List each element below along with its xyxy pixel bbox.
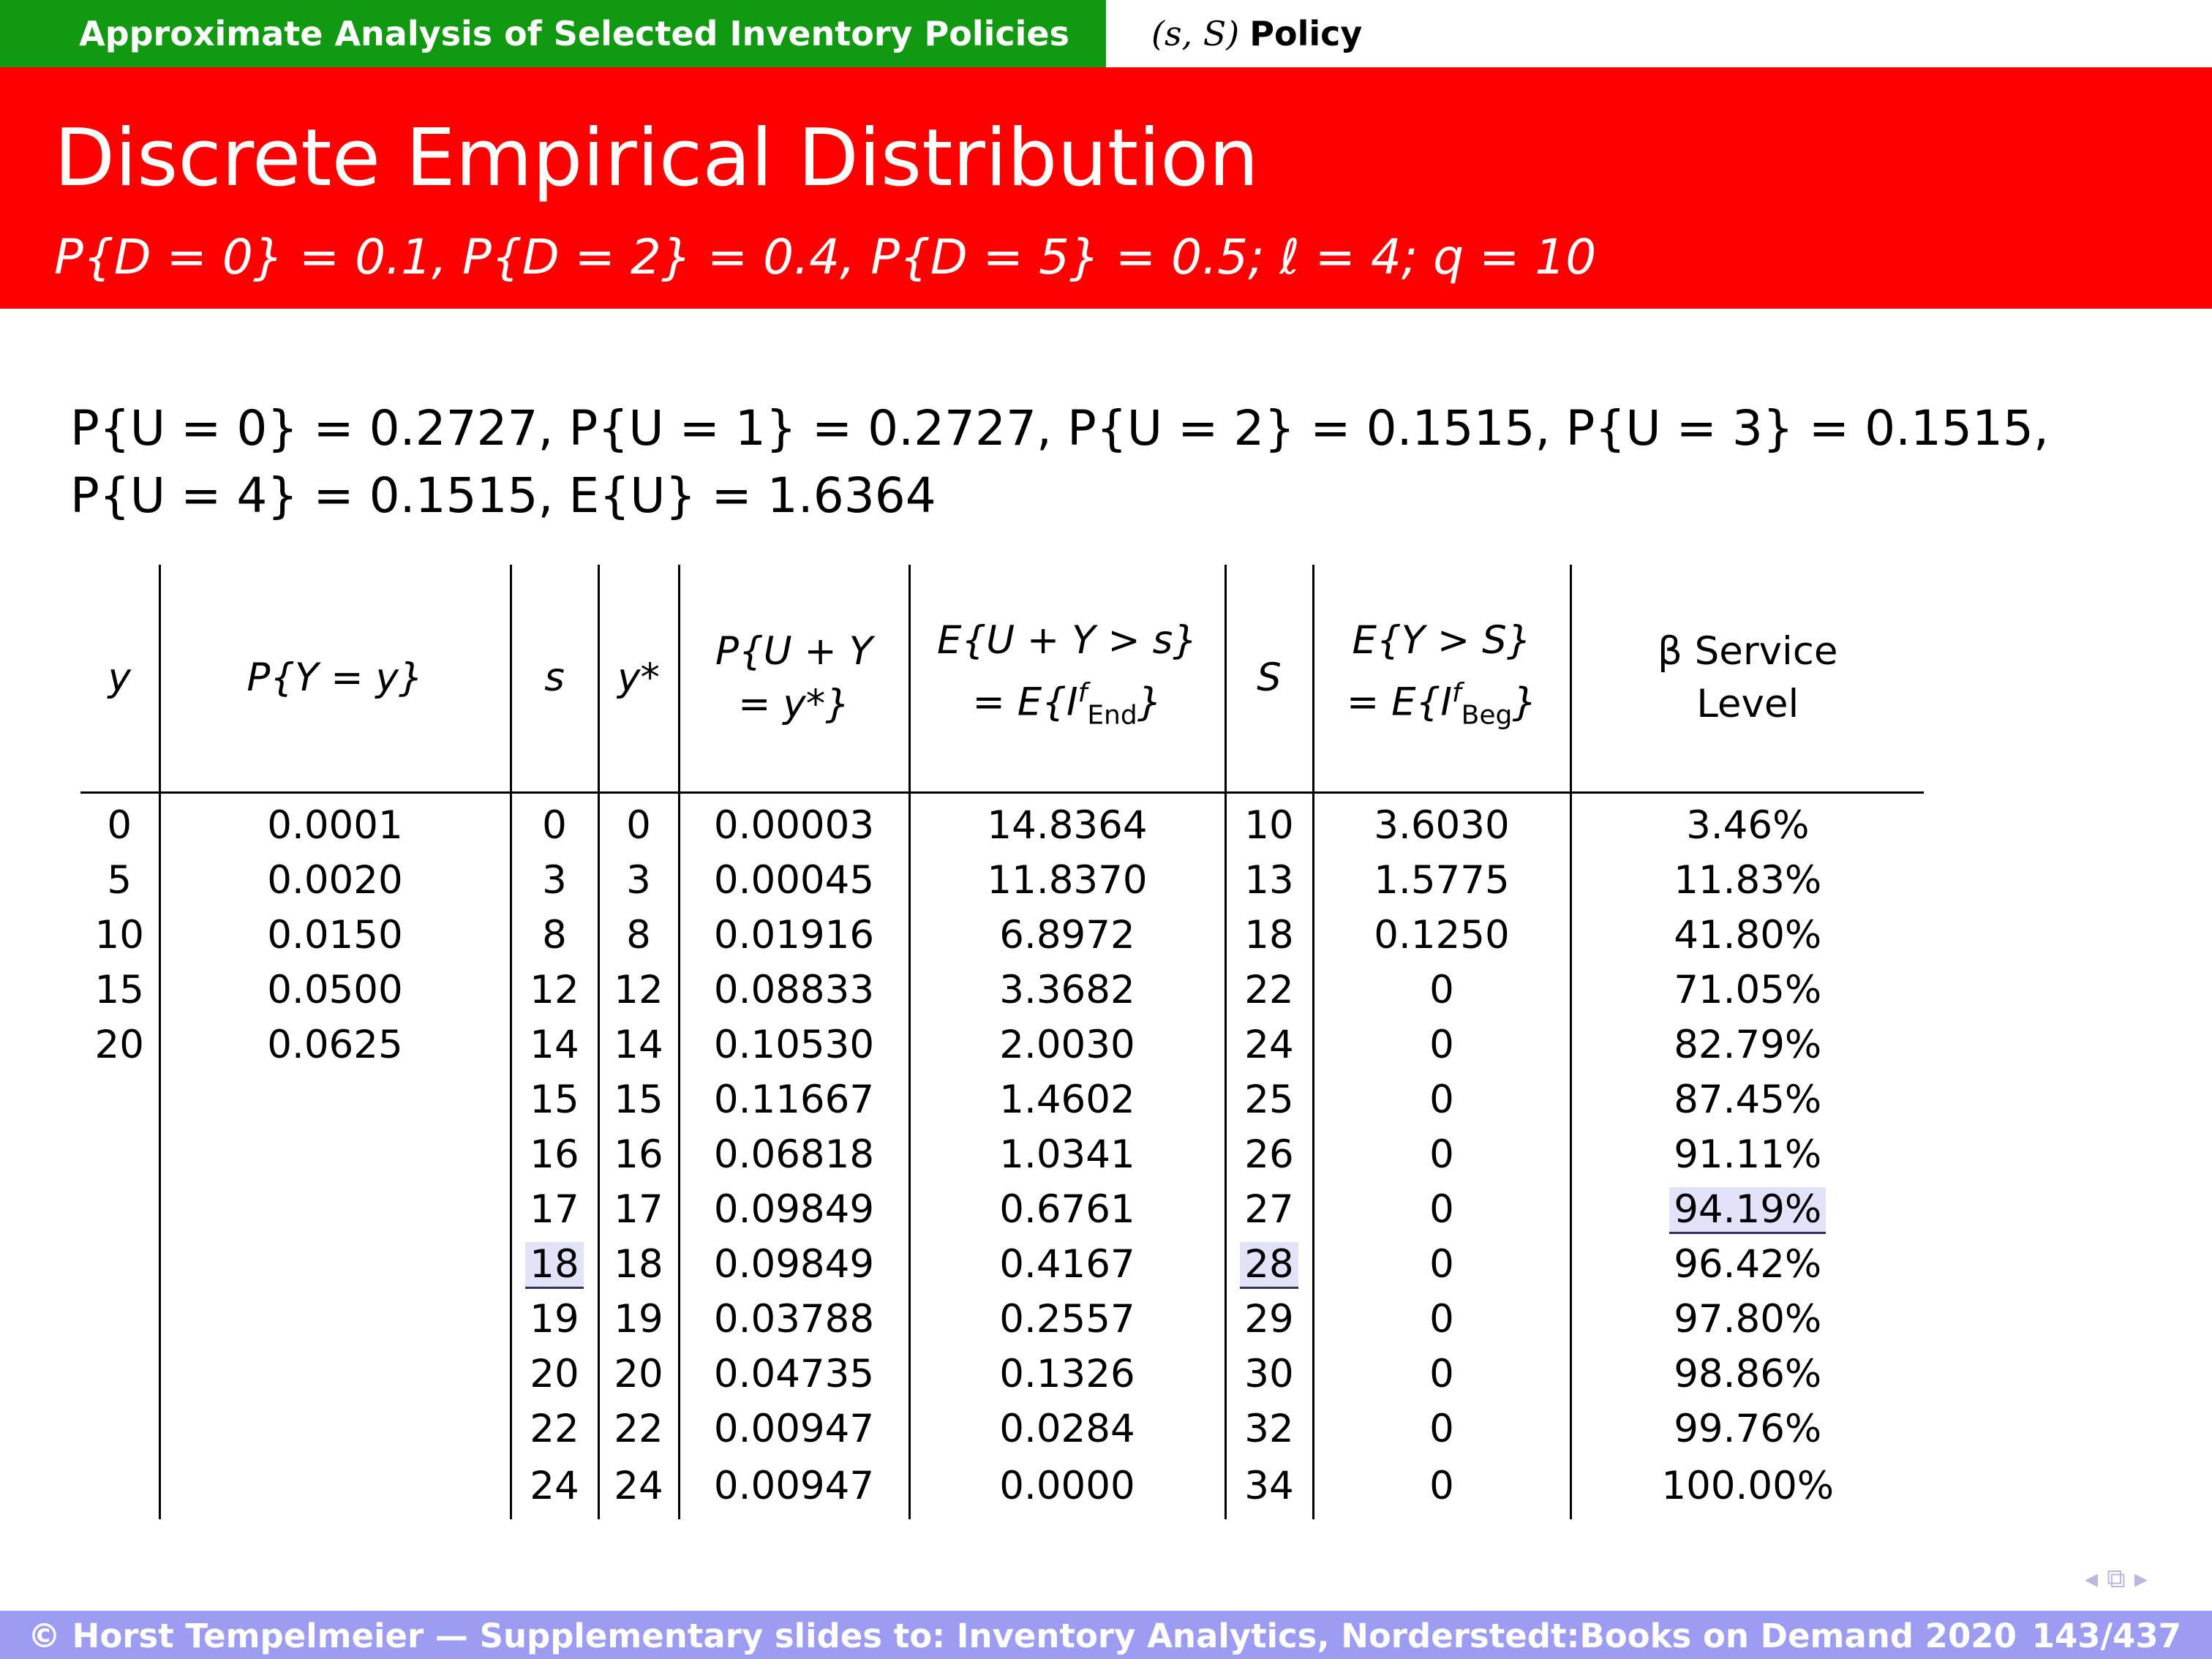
cell-py xyxy=(159,1072,511,1127)
cell-s: 17 xyxy=(511,1182,598,1237)
cell-ystar: 24 xyxy=(598,1456,679,1519)
cell-puy: 0.03788 xyxy=(679,1292,909,1347)
cell-eys: 0 xyxy=(1313,963,1570,1017)
cell-eys: 0 xyxy=(1313,1182,1570,1237)
cell-py xyxy=(159,1237,511,1292)
cell-s: 3 xyxy=(511,853,598,908)
table-row xyxy=(80,1017,1924,1072)
cell-s: 16 xyxy=(511,1127,598,1182)
cell-eys: 0 xyxy=(1313,1347,1570,1402)
table-row xyxy=(80,1237,1924,1292)
table-row xyxy=(80,1347,1924,1402)
cell-ystar: 22 xyxy=(598,1402,679,1456)
col-header-py: P{Y = y} xyxy=(159,565,511,793)
cell-S: 32 xyxy=(1225,1402,1313,1456)
cell-eys: 0 xyxy=(1313,1072,1570,1127)
cell-s: 22 xyxy=(511,1402,598,1456)
cell-beta: 98.86% xyxy=(1570,1347,1924,1402)
eys-close: } xyxy=(1512,680,1538,725)
cell-euy: 0.4167 xyxy=(909,1237,1225,1292)
cell-eys: 0 xyxy=(1313,1127,1570,1182)
col-header-y: y xyxy=(80,565,159,793)
cell-s: 0 xyxy=(511,793,598,854)
cell-y xyxy=(80,1127,159,1182)
cell-beta: 96.42% xyxy=(1570,1237,1924,1292)
cell-S: 29 xyxy=(1225,1292,1313,1347)
cell-puy: 0.06818 xyxy=(679,1127,909,1182)
cell-y: 0 xyxy=(107,803,132,848)
cell-eys: 0 xyxy=(1313,1292,1570,1347)
cell-py xyxy=(159,1292,511,1347)
cell-euy: 14.8364 xyxy=(909,793,1225,854)
cell-py: 0.0001 xyxy=(159,793,511,854)
page-number: 143/437 xyxy=(2031,1617,2181,1655)
col-header-eys-line-1: E{Y > S} xyxy=(1352,617,1532,663)
cell-puy: 0.00045 xyxy=(679,853,909,908)
cell-eys: 0 xyxy=(1313,1237,1570,1292)
col-header-beta-line-1: β Service xyxy=(1657,629,1838,674)
highlighted-s: 18 xyxy=(525,1242,583,1287)
cell-euy: 6.8972 xyxy=(909,908,1225,963)
col-header-euy-line-2 xyxy=(911,667,1224,742)
cell-ystar: 20 xyxy=(598,1347,679,1402)
cell-beta xyxy=(1570,1182,1924,1237)
cell-euy: 1.4602 xyxy=(909,1072,1225,1127)
section-label: Approximate Analysis of Selected Inventory Policies xyxy=(79,14,1069,53)
cell-py xyxy=(159,1402,511,1456)
cell-S: 24 xyxy=(1225,1017,1313,1072)
cell-euy: 0.0284 xyxy=(909,1402,1225,1456)
cell-s: 15 xyxy=(511,1072,598,1127)
cell-S: 26 xyxy=(1225,1127,1313,1182)
cell-y: 15 xyxy=(94,968,144,1012)
cell-S: 25 xyxy=(1225,1072,1313,1127)
cell-ystar: 15 xyxy=(598,1072,679,1127)
col-header-euy-line-1: E{U + Y > s} xyxy=(937,617,1197,663)
cell-beta: 3.46% xyxy=(1570,793,1924,854)
cell-S xyxy=(1225,1237,1313,1292)
cell-puy: 0.10530 xyxy=(679,1017,909,1072)
next-arrow-icon[interactable]: ▸ xyxy=(2134,1564,2156,1594)
cell-py xyxy=(159,1127,511,1182)
table-row xyxy=(80,908,1924,963)
cell-puy: 0.09849 xyxy=(679,1182,909,1237)
col-header-ystar: y* xyxy=(598,565,679,793)
cell-y xyxy=(80,1402,159,1456)
cell-y xyxy=(80,1237,159,1292)
cell-ystar: 18 xyxy=(598,1237,679,1292)
cell-s: 20 xyxy=(511,1347,598,1402)
cell-ystar: 19 xyxy=(598,1292,679,1347)
cell-beta: 71.05% xyxy=(1570,963,1924,1017)
cell-euy: 2.0030 xyxy=(909,1017,1225,1072)
policy-math: (s, S) xyxy=(1151,14,1240,53)
results-table xyxy=(80,565,1924,1519)
cell-s: 12 xyxy=(511,963,598,1017)
table-row xyxy=(80,1292,1924,1347)
euy-superscript: f xyxy=(1077,677,1088,708)
cell-eys: 0 xyxy=(1313,1017,1570,1072)
eys-subscript: Beg xyxy=(1461,700,1513,731)
table-row xyxy=(80,1456,1924,1519)
cell-py xyxy=(159,1347,511,1402)
cell-s xyxy=(511,1237,598,1292)
cell-ystar: 17 xyxy=(598,1182,679,1237)
cell-beta: 87.45% xyxy=(1570,1072,1924,1127)
cell-S: 13 xyxy=(1225,853,1313,908)
cell-eys: 1.5775 xyxy=(1313,853,1570,908)
cell-s: 14 xyxy=(511,1017,598,1072)
cell-y xyxy=(80,1072,159,1127)
cell-beta: 99.76% xyxy=(1570,1402,1924,1456)
cell-puy: 0.00947 xyxy=(679,1402,909,1456)
col-header-euy xyxy=(909,565,1225,793)
beamer-navigation xyxy=(2085,1564,2156,1595)
col-header-puy xyxy=(679,565,909,793)
highlighted-beta: 94.19% xyxy=(1669,1187,1826,1232)
cell-puy: 0.11667 xyxy=(679,1072,909,1127)
cell-y xyxy=(80,1292,159,1347)
cell-beta: 82.79% xyxy=(1570,1017,1924,1072)
euy-close: } xyxy=(1137,680,1162,725)
cell-S: 27 xyxy=(1225,1182,1313,1237)
cell-y: 20 xyxy=(94,1023,144,1067)
cell-S: 34 xyxy=(1225,1456,1313,1519)
cell-euy: 0.0000 xyxy=(909,1456,1225,1519)
col-header-s: s xyxy=(511,565,598,793)
eys-superscript: f xyxy=(1451,677,1462,708)
cell-py: 0.0625 xyxy=(159,1017,511,1072)
cell-ystar: 12 xyxy=(598,963,679,1017)
col-header-eys xyxy=(1313,565,1570,793)
cell-puy: 0.04735 xyxy=(679,1347,909,1402)
cell-puy: 0.08833 xyxy=(679,963,909,1017)
cell-eys: 0.1250 xyxy=(1313,908,1570,963)
cell-euy: 0.6761 xyxy=(909,1182,1225,1237)
cell-py xyxy=(159,1182,511,1237)
cell-y xyxy=(80,1182,159,1237)
cell-py xyxy=(159,1456,511,1519)
cell-ystar: 14 xyxy=(598,1017,679,1072)
table-row xyxy=(80,853,1924,908)
cell-puy: 0.00003 xyxy=(679,793,909,854)
euy-subscript: End xyxy=(1087,700,1137,731)
col-header-beta xyxy=(1570,565,1924,793)
cell-S: 10 xyxy=(1225,793,1313,854)
title-band xyxy=(0,67,2212,309)
cell-beta: 11.83% xyxy=(1570,853,1924,908)
cell-puy: 0.09849 xyxy=(679,1237,909,1292)
cell-py: 0.0020 xyxy=(159,853,511,908)
footer-credit: © Horst Tempelmeier — Supplementary slides to: Inventory Analytics, Norderstedt:Books on Demand 2020 xyxy=(28,1617,2017,1655)
cell-S: 30 xyxy=(1225,1347,1313,1402)
table-row xyxy=(80,963,1924,1017)
col-header-puy-line-1: P{U + Y xyxy=(715,629,873,674)
frame-icon[interactable]: ⧉ xyxy=(2107,1564,2134,1594)
table-row xyxy=(80,1072,1924,1127)
cell-beta: 97.80% xyxy=(1570,1292,1924,1347)
cell-euy: 0.2557 xyxy=(909,1292,1225,1347)
cell-ystar: 16 xyxy=(598,1127,679,1182)
cell-S: 18 xyxy=(1225,908,1313,963)
eys-formula: = E{I xyxy=(1346,680,1452,725)
cell-y: 10 xyxy=(94,913,144,958)
policy-label: Policy xyxy=(1249,14,1363,53)
cell-ystar: 3 xyxy=(598,853,679,908)
table-header-row xyxy=(80,565,1924,793)
footer-bar xyxy=(0,1611,2212,1659)
cell-puy: 0.01916 xyxy=(679,908,909,963)
distribution-of-u xyxy=(70,395,2049,530)
intro-line-1: P{U = 0} = 0.2727, P{U = 1} = 0.2727, P{U = 2} = 0.1515, P{U = 3} = 0.1515, xyxy=(70,400,2050,456)
header-section-title[interactable] xyxy=(0,0,1106,67)
cell-beta: 100.00% xyxy=(1570,1456,1924,1519)
cell-py: 0.0150 xyxy=(159,908,511,963)
table-row xyxy=(80,1127,1924,1182)
cell-eys: 3.6030 xyxy=(1313,793,1570,854)
cell-eys: 0 xyxy=(1313,1456,1570,1519)
cell-s: 24 xyxy=(511,1456,598,1519)
cell-s: 8 xyxy=(511,908,598,963)
cell-y: 5 xyxy=(107,858,132,903)
cell-s: 19 xyxy=(511,1292,598,1347)
cell-eys: 0 xyxy=(1313,1402,1570,1456)
prev-arrow-icon[interactable]: ◂ xyxy=(2085,1564,2107,1594)
col-header-beta-line-2: Level xyxy=(1696,682,1799,726)
euy-formula: = E{I xyxy=(972,680,1078,725)
cell-euy: 1.0341 xyxy=(909,1127,1225,1182)
cell-beta: 41.80% xyxy=(1570,908,1924,963)
cell-py: 0.0500 xyxy=(159,963,511,1017)
slide-subtitle: P{D = 0} = 0.1, P{D = 2} = 0.4, P{D = 5} = 0.5; ℓ = 4; q = 10 xyxy=(54,229,1597,285)
cell-ystar: 0 xyxy=(598,793,679,854)
cell-euy: 0.1326 xyxy=(909,1347,1225,1402)
table-row xyxy=(80,1402,1924,1456)
cell-y xyxy=(80,1456,159,1519)
cell-puy: 0.00947 xyxy=(679,1456,909,1519)
col-header-eys-line-2 xyxy=(1314,667,1570,742)
cell-euy: 11.8370 xyxy=(909,853,1225,908)
cell-y xyxy=(80,1347,159,1402)
slide-title: Discrete Empirical Distribution xyxy=(54,113,1259,204)
cell-ystar: 8 xyxy=(598,908,679,963)
header-subsection[interactable] xyxy=(1106,0,2212,67)
table-row xyxy=(80,1182,1924,1237)
cell-S: 22 xyxy=(1225,963,1313,1017)
col-header-puy-line-2: = y*} xyxy=(738,682,850,726)
cell-euy: 3.3682 xyxy=(909,963,1225,1017)
intro-line-2: P{U = 4} = 0.1515, E{U} = 1.6364 xyxy=(70,467,936,524)
col-header-S: S xyxy=(1225,565,1313,793)
highlighted-S: 28 xyxy=(1240,1242,1298,1287)
cell-beta: 91.11% xyxy=(1570,1127,1924,1182)
table-row xyxy=(80,793,1924,854)
